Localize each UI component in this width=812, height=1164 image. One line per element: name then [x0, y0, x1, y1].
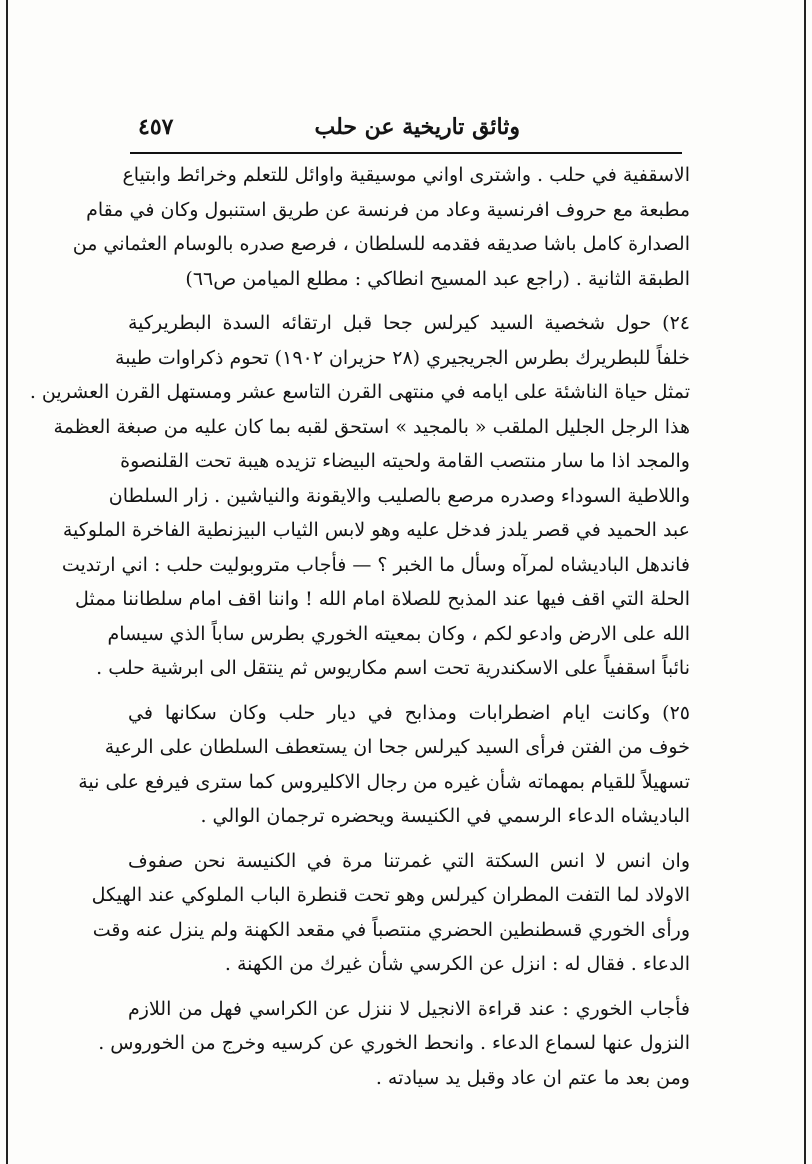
text-line: فاندهل الباديشاه لمرآه وسأل ما الخبر ؟ — فأجاب متروبوليت حلب : اني ارتديت [61, 553, 690, 576]
paragraph [29, 306, 690, 686]
text-line: الله على الارض وادعو لكم ، وكان بمعيته الخوري بطرس ساباً الذي سيسام [107, 622, 690, 645]
paragraph [78, 696, 690, 834]
text-line: خلفاً للبطريرك بطرس الجريجيري (٢٨ حزيران ١٩٠٢) تحوم ذكراوات طيبة [115, 346, 690, 369]
page-number: ٤٥٧ [138, 114, 174, 140]
running-title: وثائق تاريخية عن حلب [314, 114, 520, 140]
text-line: نائباً اسقفياً على الاسكندرية تحت اسم مكاريوس ثم ينتقل الى ابرشية حلب . [96, 657, 690, 679]
paragraph-gap [128, 834, 690, 844]
paragraph [91, 844, 690, 982]
paragraph [72, 158, 690, 296]
text-line: الاولاد لما التفت المطران كيرلس وهو تحت قنطرة الباب الملوكي عند الهيكل [91, 884, 690, 906]
text-line: الاسقفية في حلب . واشترى اواني موسيقية واوائل للتعلم وخرائط وابتياع [122, 164, 690, 186]
text-line: هذا الرجل الجليل الملقب « بالمجيد » استحق لقبه بما كان عليه من صبغة العظمة [53, 415, 690, 438]
paragraph-gap [128, 296, 690, 306]
text-line: الطبقة الثانية . (راجع عبد المسيح انطاكي : مطلع الميامن ص٦٦) [185, 267, 690, 290]
text-line: تمثل حياة الناشئة على ايامه في منتهى القرن التاسع عشر ومستهل القرن العشرين . [29, 381, 690, 403]
text-line: ومن بعد ما عتم ان عاد وقبل يد سيادته . [375, 1066, 690, 1089]
text-line: ٢٥) وكانت ايام اضطرابات ومذابح في ديار حلب وكان سكانها في [128, 701, 690, 724]
text-line: النزول عنها لسماع الدعاء . وانحط الخوري عن كرسيه وخرج من الخوروس . [98, 1032, 690, 1054]
paragraph-gap [128, 982, 690, 992]
page-border-left [6, 0, 8, 1164]
text-line: عبد الحميد في قصر يلدز فدخل عليه وهو لابس الثياب البيزنطية الفاخرة الملوكية [62, 519, 690, 541]
text-line: الدعاء . فقال له : انزل عن الكرسي شأن غيرك من الكهنة . [224, 953, 690, 975]
paragraph-gap [128, 686, 690, 696]
text-line: وان انس لا انس السكتة التي غمرتنا مرة في الكنيسة نحن صفوف [128, 849, 690, 872]
page-border-right [804, 0, 806, 1164]
text-line: الباديشاه الدعاء الرسمي في الكنيسة ويحضره ترجمان الوالي . [200, 805, 690, 827]
body-text [29, 158, 690, 1095]
paragraph [98, 992, 690, 1096]
text-line: خوف من الفتن فرأى السيد كيرلس جحا ان يستعطف السلطان على الرعية [104, 736, 690, 758]
text-line: ٢٤) حول شخصية السيد كيرلس جحا قبل ارتقائه السدة البطريركية [128, 312, 690, 334]
text-line: فأجاب الخوري : عند قراءة الانجيل لا ننزل عن الكراسي فهل من اللازم [128, 997, 690, 1020]
text-line: ورأى الخوري قسطنطين الحضري منتصباً في مقعد الكهنة ولم ينزل عنه وقت [92, 918, 690, 941]
text-line: مطبعة مع حروف افرنسية وعاد من فرنسة عن طريق استنبول وكان في مقام [86, 198, 690, 221]
text-line: والمجد اذا ما سار منتصب القامة ولحيته البيضاء تزيده هيبة تحت القلنصوة [120, 450, 690, 472]
header-rule [130, 152, 682, 154]
text-line: تسهيلاً للقيام بمهماته شأن غيره من رجال الاكليروس كما سترى فيرفع على نية [78, 770, 690, 793]
text-line: الحلة التي اقف فيها عند المذبح للصلاة امام الله ! واننا اقف امام سلطاننا ممثل [74, 588, 690, 610]
page-header [130, 108, 680, 150]
text-line: واللاطية السوداء وصدره مرصع بالصليب والايقونة والنياشين . زار السلطان [108, 484, 690, 507]
text-line: الصدارة كامل باشا صديقه فقدمه للسلطان ، فرصع صدره بالوسام العثماني من [72, 233, 690, 255]
